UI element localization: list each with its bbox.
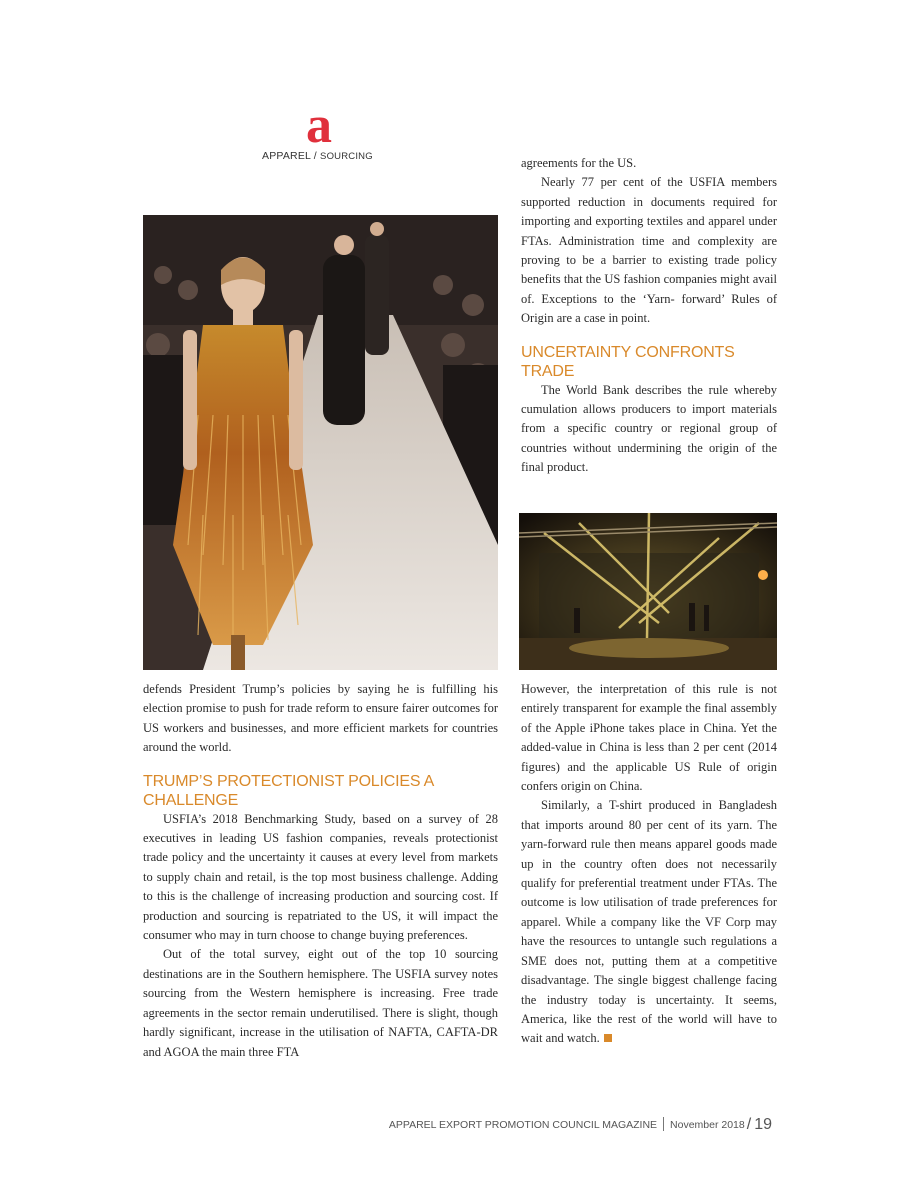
paragraph: defends President Trump’s policies by saying he is fulfilling his election promise to push for trade reform to ensure fairer outcomes for US workers and businesses, and more efficient markets for countries around the world.: [143, 682, 498, 755]
end-of-article-mark: [604, 1034, 612, 1042]
section-main: APPAREL /: [262, 150, 317, 162]
footer-magazine-name: APPAREL EXPORT PROMOTION COUNCIL MAGAZINE: [388, 1119, 658, 1131]
page-separator: /: [746, 1116, 752, 1133]
event-photo: [519, 513, 777, 670]
paragraph: [521, 796, 777, 1048]
right-column-top: [521, 154, 777, 478]
section-sub: SOURCING: [320, 151, 373, 162]
section-label: [262, 150, 402, 162]
paragraph-text: Similarly, a T-shirt produced in Bangladesh that imports around 80 per cent of its yarn. The yarn-forward rule then means apparel goods made up in the country often does not necessarily qualify for preferential treatment under FTAs. The outcome is low utilisation of trade preferences for apparel. While a company like the VF Corp may have the resources to untangle such regulations a SME does not, putting them at a competitive disadvantage. The single biggest challenge facing the industry today is uncertainty. It seems, America, like the rest of the world will have to wait and watch.: [521, 798, 777, 1046]
paragraph: USFIA’s 2018 Benchmarking Study, based on a survey of 28 executives in leading US fashion companies, reveals protectionist trade policy and the uncertainty it causes at every level from markets to supply chain and retail, is the top most business challenge. Adding to this is the challenge of increasing production and sourcing cost. If production and sourcing is repatriated to the US, it will impact the consumer who may in turn choose to change buying preferences.: [143, 811, 498, 943]
paragraph: Out of the total survey, eight out of the top 10 sourcing destinations are in the Southern hemisphere. The USFIA survey notes sourcing from the Western hemisphere is increasing. Free trade agreements in the sector remain underutilised. There is slight, though hardly significant, increase in the utilisation of NAFTA, CAFTA-DR and AGOA the main three FTA: [143, 947, 498, 1059]
right-column-bottom: [521, 680, 777, 1049]
event-photo-illustration: [519, 513, 777, 670]
left-column: [143, 680, 498, 1062]
paragraph: However, the interpretation of this rule is not entirely transparent for example the final assembly of the Apple iPhone takes place in China. Yet the added-value in China is less than 2 per cent (2014 figures) and the applicable US Rule of origin confers origin on China.: [521, 682, 777, 794]
section-heading: UNCERTAINTY CONFRONTS TRADE: [521, 343, 735, 380]
section-logo: [262, 97, 402, 162]
runway-photo-illustration: [143, 215, 498, 670]
page-number: 19: [754, 1116, 772, 1133]
paragraph: Nearly 77 per cent of the USFIA members supported reduction in documents required for importing and exporting textiles and apparel under FTAs. Administration time and complexity are proving to be a barrier to existing trade policy benefits that the US fashion companies might avail of. Exceptions to the ‘Yarn- forward’ Rules of Origin are a case in point.: [521, 175, 777, 326]
runway-photo: [143, 215, 498, 670]
footer-date: November 2018: [670, 1119, 745, 1131]
section-heading: TRUMP’S PROTECTIONIST POLICIES A CHALLENGE: [143, 772, 434, 809]
footer-divider: [663, 1117, 664, 1131]
brand-letter-logo: a: [306, 97, 332, 154]
paragraph: The World Bank describes the rule whereby cumulation allows producers to import materials from a specific country or regional group of countries without undermining the origin of the final product.: [521, 382, 777, 475]
paragraph: agreements for the US.: [521, 156, 637, 170]
page-footer: [389, 1116, 772, 1134]
